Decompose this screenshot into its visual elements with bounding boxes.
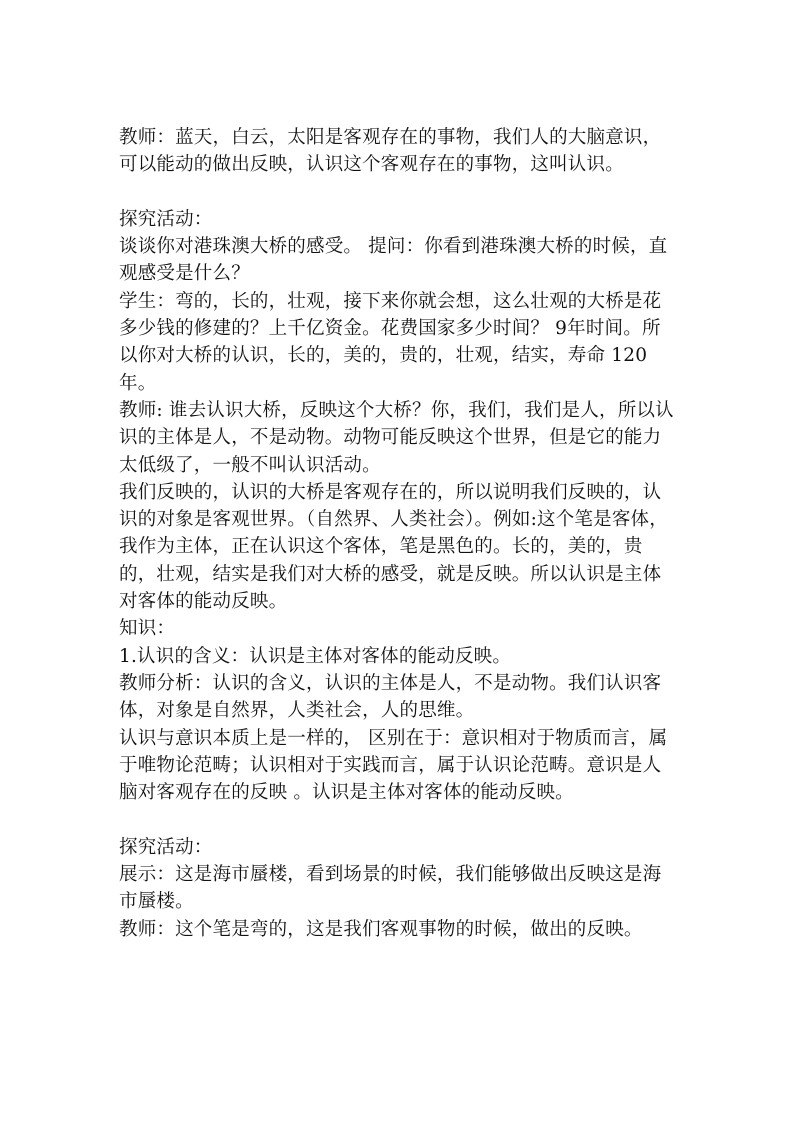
- paragraph-mirage-display: 展示：这是海市蜃楼，看到场景的时候，我们能够做出反映这是海市蜃楼。: [119, 864, 662, 913]
- heading-explore-activity-1: 探究活动：: [119, 208, 213, 230]
- paragraph-bridge-question: 谈谈你对港珠澳大桥的感受。 提问：你看到港珠澳大桥的时候，直观感受是什么？: [119, 236, 668, 285]
- blank-line: [119, 179, 679, 206]
- paragraph-teacher-pen: 教师：这个笔是弯的，这是我们客观事物的时候，做出的反映。: [119, 918, 643, 940]
- document-body: [119, 124, 679, 943]
- paragraph-teacher-analysis: 教师分析：认识的含义，认识的主体是人，不是动物。我们认识客体，对象是自然界，人类社会，人的思维。: [119, 672, 662, 722]
- blank-line: [119, 806, 679, 833]
- paragraph-definition: 1.认识的含义：认识是主体对客体的能动反映。: [119, 645, 512, 667]
- paragraph-object-explanation: 我们反映的，认识的大桥是客观存在的，所以说明我们反映的，认识的对象是客观世界。（自然界、人类社会）。例如:这个笔是客体，我作为主体，正在认识这个客体，笔是黑色的。长的，美的，贵的，壮观，结实是我们对大桥的感受，就是反映。所以认识是主体对客体的能动反映。: [119, 481, 668, 613]
- heading-explore-activity-2: 探究活动：: [119, 836, 213, 858]
- paragraph-student-answer: 学生：弯的，长的，壮观，接下来你就会想，这么壮观的大桥是花多少钱的修建的？上千亿资金。花费国家多少时间？ 9年时间。所以你对大桥的认识，长的，美的，贵的，壮观，结实，寿命 120 年。: [119, 290, 662, 394]
- paragraph-cognition-vs-consciousness: 认识与意识本质上是一样的， 区别在于：意识相对于物质而言，属于唯物论范畴；认识相对于实践而言，属于认识论范畴。意识是人脑对客观存在的反映 。认识是主体对客体的能动反映。: [119, 727, 668, 804]
- paragraph-teacher-intro: 教师：蓝天，白云，太阳是客观存在的事物，我们人的大脑意识，可以能动的做出反映，认识这个客观存在的事物，这叫认识。: [119, 127, 662, 176]
- paragraph-teacher-subject: 教师: 谁去认识大桥，反映这个大桥？你，我们，我们是人，所以认识的主体是人，不是动物。动物可能反映这个世界，但是它的能力太低级了，一般不叫认识活动。: [119, 399, 674, 476]
- heading-knowledge: 知识：: [119, 618, 176, 640]
